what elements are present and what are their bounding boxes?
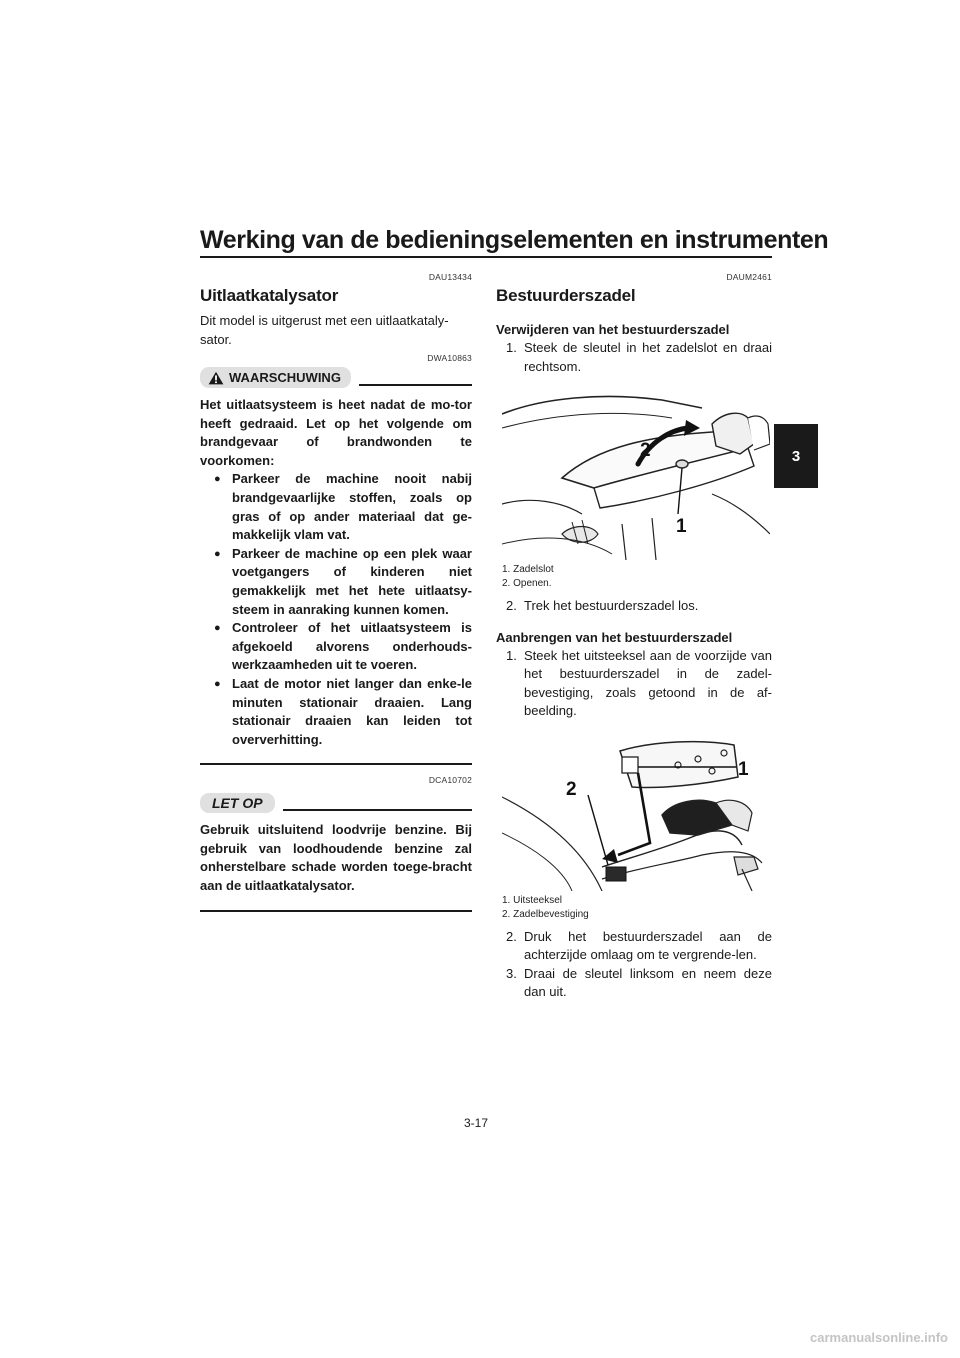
warning-text: Het uitlaatsysteem is heet nadat de mo-tor heeft gedraaid. Let op het volgende om brandgevaar of brandwonden te voorkomen: <box>200 397 472 468</box>
caution-label: LET OP <box>200 793 275 813</box>
caption: 2. Zadelbevestiging <box>502 908 589 920</box>
caution-header <box>200 793 472 813</box>
warning-label: WAARSCHUWING <box>229 370 341 385</box>
list-item: ● Parkeer de machine nooit nabij brandgevaarlijke stoffen, zoals op gras of op ander materiaal dat ge-makkelijk vlam vat. <box>214 471 472 543</box>
section-title: Bestuurderszadel <box>496 286 636 305</box>
list-item: 1. Steek het uitsteeksel aan de voorzijde van het bestuurderszadel in de zadel-bevestiging, zoals getoond in de af-beelding. <box>506 647 772 718</box>
caution-rule <box>283 809 472 811</box>
intro-text: Dit model is uitgerust met een uitlaatkataly-sator. <box>200 313 449 347</box>
warning-bullets <box>200 470 472 749</box>
install-steps-cont <box>496 928 772 1002</box>
seat-mount-illustration <box>502 737 770 891</box>
left-column <box>200 272 472 912</box>
header-rule <box>200 256 772 258</box>
list-item: 2. Trek het bestuurderszadel los. <box>506 598 699 613</box>
right-column <box>496 272 772 1002</box>
remove-steps-cont <box>496 597 772 616</box>
callout-number: 1 <box>738 758 749 780</box>
figure1-captions <box>502 563 772 591</box>
caution-code: DCA10702 <box>428 775 472 786</box>
bullet-icon: ● <box>214 473 221 486</box>
list-item: ● Parkeer de machine op een plek waar voetgangers of kinderen niet gemakkelijk met het hete uitlaatsy-steem in aanraking kunnen komen. <box>214 545 472 617</box>
list-item: 1. Steek de sleutel in het zadelslot en draai rechtsom. <box>506 340 772 374</box>
watermark: carmanualsonline.info <box>810 1330 948 1345</box>
remove-steps <box>496 339 772 376</box>
caption: 1. Zadelslot <box>502 564 554 575</box>
remove-heading: Verwijderen van het bestuurderszadel <box>496 322 730 337</box>
warning-rule <box>359 384 472 386</box>
callout-number: 2 <box>566 778 577 800</box>
section-code: DAUM2461 <box>726 272 772 282</box>
warning-end-rule <box>200 763 472 765</box>
figure2-captions <box>502 894 772 922</box>
page-header-title: Werking van de bedieningselementen en instrumenten <box>200 226 829 254</box>
install-heading: Aanbrengen van het bestuurderszadel <box>496 629 733 645</box>
install-steps <box>496 647 772 721</box>
caption: 1. Uitsteeksel <box>502 894 563 906</box>
section-code: DAU13434 <box>428 272 472 282</box>
caution-end-rule <box>200 910 472 912</box>
bullet-icon: ● <box>214 622 221 635</box>
bullet-icon: ● <box>214 547 221 560</box>
seat-lock-figure <box>502 384 770 560</box>
warning-code: DWA10863 <box>427 353 472 363</box>
list-item: 2. Druk het bestuurderszadel aan de achterzijde omlaag om te vergrende-len. <box>506 928 772 962</box>
caution-text: Gebruik uitsluitend loodvrije benzine. Bij gebruik van loodhoudende benzine zal onherstelbare schade worden toege-bracht aan de uitlaatkatalysator. <box>200 822 472 894</box>
seat-mount-figure <box>502 737 770 891</box>
list-item: ● Laat de motor niet langer dan enke-le minuten stationair draaien. Lang stationair draaien kan leiden tot oververhitting. <box>214 675 472 747</box>
list-item: 3. Draai de sleutel linksom en neem deze dan uit. <box>506 965 772 999</box>
chapter-tab: 3 <box>774 424 818 488</box>
list-item: ● Controleer of het uitlaatsysteem is afgekoeld alvorens onderhouds-werkzaamheden uit te voeren. <box>214 620 472 673</box>
seat-lock-illustration <box>502 384 770 560</box>
bullet-icon: ● <box>214 677 221 690</box>
page-number: 3-17 <box>464 1116 489 1130</box>
warning-header <box>200 367 472 388</box>
callout-number: 2 <box>640 440 651 461</box>
caption: 2. Openen. <box>502 578 552 589</box>
warning-triangle-icon <box>208 371 224 385</box>
callout-number: 1 <box>676 516 687 537</box>
warning-badge <box>200 367 351 388</box>
section-title: Uitlaatkatalysator <box>200 286 339 305</box>
